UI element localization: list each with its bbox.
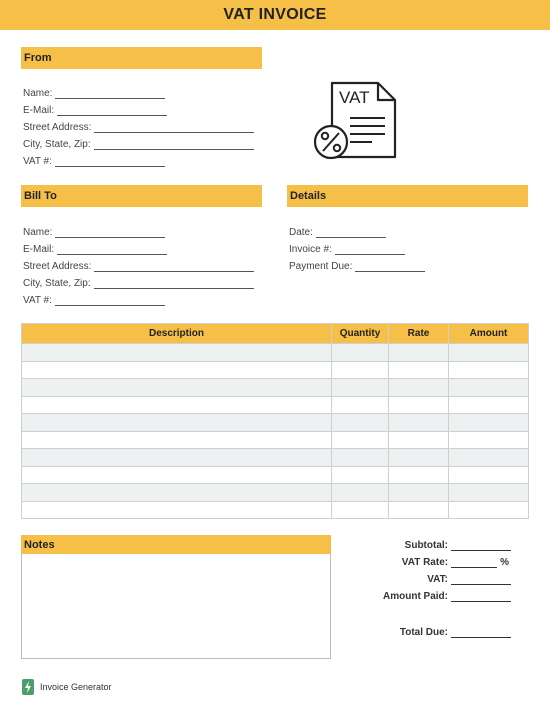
- quantity-cell[interactable]: [332, 484, 389, 502]
- description-cell[interactable]: [22, 344, 332, 362]
- bill-to-email-field[interactable]: [23, 242, 167, 255]
- quantity-cell[interactable]: [332, 466, 389, 484]
- amount-cell[interactable]: [449, 396, 529, 414]
- from-vat-line[interactable]: [55, 156, 165, 167]
- table-row: [22, 449, 529, 467]
- table-row: [22, 501, 529, 519]
- table-row: [22, 431, 529, 449]
- from-city-field[interactable]: [23, 137, 254, 150]
- subtotal-line[interactable]: [451, 540, 511, 551]
- rate-cell[interactable]: [389, 361, 449, 379]
- from-name-label: Name:: [23, 88, 53, 99]
- details-date-field[interactable]: [289, 225, 386, 238]
- vat-line[interactable]: [451, 574, 511, 585]
- bill-to-name-field[interactable]: [23, 225, 165, 238]
- details-invoice-field[interactable]: [289, 242, 405, 255]
- rate-cell[interactable]: [389, 466, 449, 484]
- bill-to-street-line[interactable]: [94, 261, 254, 272]
- description-cell[interactable]: [22, 449, 332, 467]
- details-payment-due-label: Payment Due:: [289, 261, 353, 272]
- from-street-line[interactable]: [94, 122, 254, 133]
- details-date-line[interactable]: [316, 227, 386, 238]
- table-row: [22, 344, 529, 362]
- title-bar: [0, 0, 550, 30]
- quantity-cell[interactable]: [332, 396, 389, 414]
- amount-paid-field[interactable]: [383, 589, 511, 602]
- from-header-label: From: [24, 52, 52, 64]
- bill-to-street-field[interactable]: [23, 259, 254, 272]
- rate-cell[interactable]: [389, 414, 449, 432]
- quantity-cell[interactable]: [332, 501, 389, 519]
- quantity-cell[interactable]: [332, 379, 389, 397]
- rate-cell[interactable]: [389, 449, 449, 467]
- vat-rate-label: VAT Rate:: [401, 557, 449, 568]
- bill-to-street-label: Street Address:: [23, 261, 92, 272]
- page-title: VAT INVOICE: [223, 6, 327, 23]
- notes-textarea[interactable]: [21, 553, 331, 659]
- from-name-field[interactable]: [23, 86, 165, 99]
- from-city-line[interactable]: [94, 139, 254, 150]
- vat-rate-line[interactable]: [451, 557, 497, 568]
- amount-cell[interactable]: [449, 431, 529, 449]
- amount-column-header: Amount: [449, 324, 529, 344]
- bill-to-email-line[interactable]: [57, 244, 167, 255]
- notes-header: [21, 535, 331, 554]
- details-invoice-line[interactable]: [335, 244, 405, 255]
- details-invoice-label: Invoice #:: [289, 244, 332, 255]
- amount-cell[interactable]: [449, 344, 529, 362]
- vat-icon-label: VAT: [339, 88, 370, 107]
- subtotal-field[interactable]: [405, 538, 511, 551]
- description-cell[interactable]: [22, 396, 332, 414]
- amount-cell[interactable]: [449, 361, 529, 379]
- from-street-label: Street Address:: [23, 122, 92, 133]
- line-items-table: [21, 323, 528, 520]
- quantity-cell[interactable]: [332, 361, 389, 379]
- amount-cell[interactable]: [449, 501, 529, 519]
- bill-to-vat-label: VAT #:: [23, 295, 52, 306]
- details-date-label: Date:: [289, 227, 313, 238]
- subtotal-label: Subtotal:: [404, 540, 448, 551]
- quantity-cell[interactable]: [332, 344, 389, 362]
- details-payment-due-line[interactable]: [355, 261, 425, 272]
- bill-to-header: [21, 185, 262, 207]
- table-row: [22, 379, 529, 397]
- quantity-cell[interactable]: [332, 431, 389, 449]
- description-cell[interactable]: [22, 466, 332, 484]
- total-due-label: Total Due:: [399, 627, 448, 638]
- bill-to-header-label: Bill To: [24, 190, 57, 202]
- table-row: [22, 414, 529, 432]
- footer-brand: Invoice Generator: [40, 682, 112, 692]
- amount-cell[interactable]: [449, 484, 529, 502]
- amount-cell[interactable]: [449, 414, 529, 432]
- bill-to-name-label: Name:: [23, 227, 53, 238]
- rate-cell[interactable]: [389, 344, 449, 362]
- details-payment-due-field[interactable]: [289, 259, 425, 272]
- notes-header-label: Notes: [24, 538, 55, 551]
- quantity-column-header: Quantity: [332, 324, 389, 344]
- bill-to-vat-line[interactable]: [55, 295, 165, 306]
- total-due-line[interactable]: [451, 627, 511, 638]
- quantity-cell[interactable]: [332, 449, 389, 467]
- rate-column-header: Rate: [389, 324, 449, 344]
- quantity-cell[interactable]: [332, 414, 389, 432]
- rate-cell[interactable]: [389, 484, 449, 502]
- from-email-label: E-Mail:: [23, 105, 55, 116]
- vat-document-icon: [310, 80, 400, 162]
- bill-to-email-label: E-Mail:: [23, 244, 55, 255]
- description-cell[interactable]: [22, 431, 332, 449]
- table-row: [22, 396, 529, 414]
- details-header: [287, 185, 528, 207]
- bill-to-city-line[interactable]: [94, 278, 254, 289]
- rate-cell[interactable]: [389, 379, 449, 397]
- description-cell[interactable]: [22, 484, 332, 502]
- from-email-line[interactable]: [57, 105, 167, 116]
- amount-paid-line[interactable]: [451, 591, 511, 602]
- bill-to-vat-field[interactable]: [23, 293, 165, 306]
- from-street-field[interactable]: [23, 120, 254, 133]
- bill-to-city-label: City, State, Zip:: [23, 278, 91, 289]
- amount-cell[interactable]: [449, 449, 529, 467]
- rate-cell[interactable]: [389, 501, 449, 519]
- from-email-field[interactable]: [23, 103, 167, 116]
- table-row: [22, 466, 529, 484]
- description-cell[interactable]: [22, 361, 332, 379]
- description-cell[interactable]: [22, 414, 332, 432]
- total-due-field[interactable]: [400, 625, 511, 638]
- invoice-generator-logo-icon: [22, 679, 34, 695]
- table-header-row: [22, 324, 529, 344]
- vat-rate-percent: %: [500, 557, 509, 568]
- bill-to-city-field[interactable]: [23, 276, 254, 289]
- from-city-label: City, State, Zip:: [23, 139, 91, 150]
- from-header: [21, 47, 262, 69]
- footer: [22, 679, 112, 695]
- table-row: [22, 484, 529, 502]
- vat-rate-field[interactable]: [402, 555, 509, 568]
- amount-paid-label: Amount Paid:: [383, 591, 448, 602]
- description-cell[interactable]: [22, 501, 332, 519]
- amount-cell[interactable]: [449, 379, 529, 397]
- amount-cell[interactable]: [449, 466, 529, 484]
- from-vat-field[interactable]: [23, 154, 165, 167]
- bill-to-name-line[interactable]: [55, 227, 165, 238]
- details-header-label: Details: [290, 190, 327, 202]
- rate-cell[interactable]: [389, 396, 449, 414]
- table-row: [22, 361, 529, 379]
- vat-field[interactable]: [427, 572, 511, 585]
- vat-label: VAT:: [427, 574, 448, 585]
- from-name-line[interactable]: [55, 88, 165, 99]
- description-column-header: Description: [22, 324, 332, 344]
- rate-cell[interactable]: [389, 431, 449, 449]
- description-cell[interactable]: [22, 379, 332, 397]
- from-vat-label: VAT #:: [23, 156, 52, 167]
